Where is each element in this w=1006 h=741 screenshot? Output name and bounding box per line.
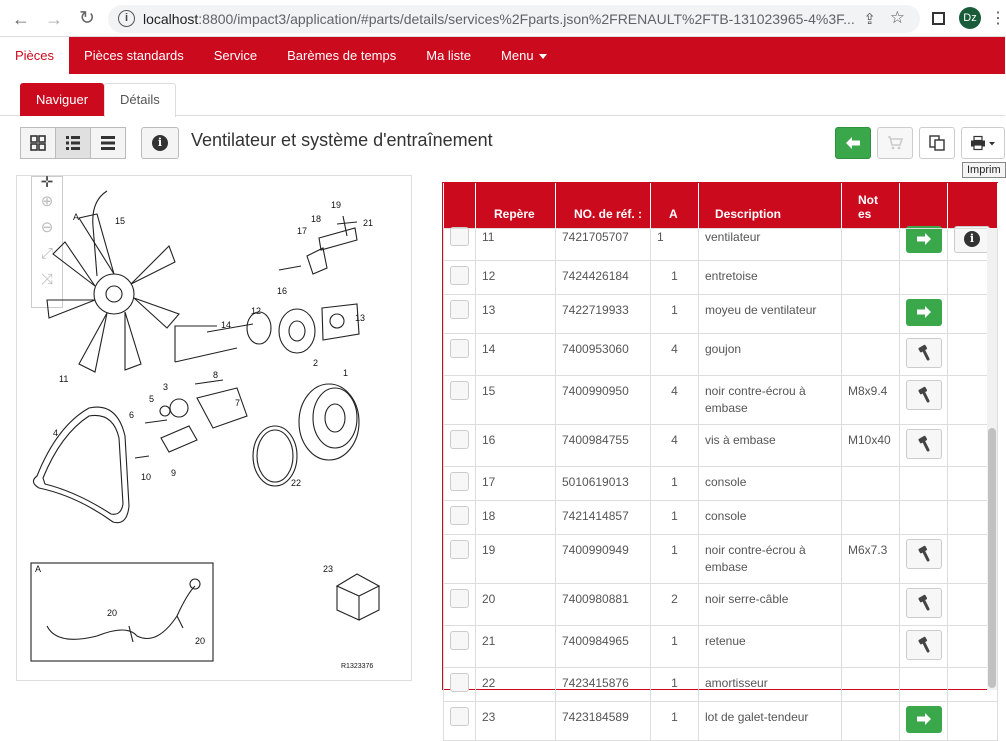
cell-qty: 1 — [651, 625, 699, 667]
table-row[interactable] — [444, 375, 998, 424]
cell-description: amortisseur — [699, 667, 842, 701]
row-checkbox[interactable] — [450, 266, 469, 285]
cell-select — [444, 294, 476, 333]
table-row[interactable] — [444, 228, 998, 260]
back-icon[interactable]: ← — [12, 9, 30, 29]
page-toolbar — [0, 116, 1005, 176]
diagram-label: 4 — [53, 428, 59, 438]
cell-ref: 7422719933 — [556, 294, 651, 333]
cell-action — [900, 500, 948, 534]
reset-icon[interactable]: ⤨ — [40, 271, 53, 288]
diagram-label: 20 — [195, 636, 206, 646]
site-info-icon[interactable]: i — [118, 10, 135, 27]
diagram-label: 19 — [331, 200, 342, 210]
cell-qty: 1 — [651, 228, 699, 260]
cell-repere: 15 — [476, 375, 556, 424]
cell-qty: 2 — [651, 583, 699, 625]
list-view-button[interactable] — [90, 127, 126, 159]
cell-action — [900, 333, 948, 375]
arrow-right-icon — [916, 305, 932, 319]
row-checkbox[interactable] — [450, 430, 469, 449]
cell-notes: M6x7.3 — [842, 534, 900, 583]
zoom-out-icon[interactable]: ⊖ — [40, 219, 54, 236]
screw-icon — [917, 436, 931, 452]
cell-ref: 7400984965 — [556, 625, 651, 667]
cell-notes — [842, 500, 900, 534]
cell-repere: 21 — [476, 625, 556, 667]
cell-select — [444, 375, 476, 424]
cell-repere: 17 — [476, 466, 556, 500]
table-row[interactable] — [444, 466, 998, 500]
row-checkbox[interactable] — [450, 300, 469, 319]
row-checkbox[interactable] — [450, 472, 469, 491]
diagram-label: 17 — [297, 226, 308, 236]
menu-item-service[interactable]: Service — [213, 48, 258, 63]
cell-notes — [842, 228, 900, 260]
row-checkbox[interactable] — [450, 673, 469, 692]
cell-description: console — [699, 466, 842, 500]
url-text[interactable]: localhost:8800/impact3/application/#parts/details/services%2Fparts.json%2FRENAULT%2FTB-131023965-4%3F... — [143, 11, 855, 27]
table-row[interactable] — [444, 260, 998, 294]
grid-view-button[interactable] — [20, 127, 56, 159]
cell-action — [900, 294, 948, 333]
go-to-part-button[interactable] — [906, 299, 942, 326]
cell-repere: 20 — [476, 583, 556, 625]
scrollbar-thumb[interactable] — [988, 428, 996, 688]
go-to-part-button[interactable] — [906, 226, 942, 253]
cell-description: noir serre-câble — [699, 583, 842, 625]
cell-ref: 7400984755 — [556, 424, 651, 466]
row-checkbox[interactable] — [450, 227, 469, 246]
table-row[interactable] — [444, 583, 998, 625]
standard-part-button[interactable] — [906, 429, 942, 459]
profile-avatar[interactable]: Dz — [959, 7, 981, 29]
bookmark-star-icon[interactable]: ☆ — [889, 8, 905, 27]
cell-action — [900, 466, 948, 500]
screw-icon — [917, 546, 931, 562]
diagram-label: 11 — [59, 374, 69, 384]
info-icon: i — [964, 231, 980, 247]
cell-ref: 7424426184 — [556, 260, 651, 294]
view-mode-group — [20, 127, 126, 159]
cell-notes: M10x40 — [842, 424, 900, 466]
cell-select — [444, 333, 476, 375]
cell-ref: 7400990950 — [556, 375, 651, 424]
row-checkbox[interactable] — [450, 540, 469, 559]
row-checkbox[interactable] — [450, 589, 469, 608]
header-repere[interactable]: Repère — [476, 183, 556, 228]
parts-table — [442, 182, 998, 724]
cell-select — [444, 466, 476, 500]
cell-ref: 7421705707 — [556, 228, 651, 260]
cell-description: ventilateur — [699, 228, 842, 260]
list-detail-icon — [65, 135, 81, 151]
row-checkbox[interactable] — [450, 506, 469, 525]
cell-select — [444, 667, 476, 701]
table-row[interactable] — [444, 500, 998, 534]
header-info — [948, 183, 998, 228]
arrow-right-icon — [916, 232, 932, 246]
header-a[interactable]: A — [651, 183, 699, 228]
cell-ref: 7423184589 — [556, 701, 651, 740]
row-checkbox[interactable] — [450, 631, 469, 650]
table-row[interactable] — [444, 667, 998, 701]
list-detail-view-button[interactable] — [55, 127, 91, 159]
reload-icon[interactable]: ↻ — [79, 8, 95, 29]
diagram-label: A — [73, 212, 80, 222]
cell-action — [900, 260, 948, 294]
diagram-label: 13 — [355, 313, 366, 323]
table-row[interactable] — [444, 534, 998, 583]
info-button[interactable] — [141, 127, 179, 159]
standard-part-button[interactable] — [906, 380, 942, 410]
view-tabs — [0, 74, 1005, 116]
cell-notes — [842, 466, 900, 500]
table-row[interactable] — [444, 333, 998, 375]
tab-details[interactable]: Détails — [104, 83, 176, 117]
page-title: Ventilateur et système d'entraînement — [191, 130, 493, 150]
header-action — [900, 183, 948, 228]
cell-notes — [842, 625, 900, 667]
diagram-label: 2 — [313, 358, 319, 368]
menu-item-pieces[interactable]: Pièces — [0, 37, 69, 74]
cell-ref: 5010619013 — [556, 466, 651, 500]
diagram-code: R1323376 — [341, 663, 374, 670]
print-icon — [970, 136, 996, 150]
fit-icon[interactable]: ⤢ — [40, 245, 53, 262]
cell-notes — [842, 294, 900, 333]
diagram-label: 15 — [115, 216, 126, 226]
cell-repere: 13 — [476, 294, 556, 333]
print-button[interactable] — [961, 127, 1005, 159]
cell-action — [900, 534, 948, 583]
cell-select — [444, 228, 476, 260]
screw-icon — [917, 345, 931, 361]
cell-description: moyeu de ventilateur — [699, 294, 842, 333]
screw-icon — [917, 387, 931, 403]
menu-item-menu[interactable] — [486, 37, 562, 74]
pan-icon[interactable]: ✛ — [40, 174, 54, 191]
cell-repere: 22 — [476, 667, 556, 701]
cell-repere: 11 — [476, 228, 556, 260]
cell-qty: 4 — [651, 424, 699, 466]
row-checkbox[interactable] — [450, 707, 469, 726]
cell-select — [444, 424, 476, 466]
caret-down-icon — [539, 54, 547, 59]
back-button[interactable] — [835, 127, 871, 159]
cell-action — [900, 228, 948, 260]
cell-notes — [842, 260, 900, 294]
arrow-right-icon — [916, 712, 932, 726]
cell-qty: 1 — [651, 667, 699, 701]
diagram-label: 12 — [251, 306, 262, 316]
standard-part-button[interactable] — [906, 630, 942, 660]
cell-notes — [842, 333, 900, 375]
cell-description: noir contre-écrou à embase — [699, 375, 842, 424]
copy-button[interactable] — [919, 127, 955, 159]
cell-ref: 7423415876 — [556, 667, 651, 701]
cell-select — [444, 701, 476, 740]
table-row[interactable] — [444, 625, 998, 667]
cell-ref: 7400990949 — [556, 534, 651, 583]
print-tooltip: Imprim — [962, 162, 1006, 178]
cell-action — [900, 625, 948, 667]
diagram-label: 5 — [149, 394, 155, 404]
cell-qty: 4 — [651, 375, 699, 424]
parts-drawing — [17, 176, 413, 682]
cell-action — [900, 375, 948, 424]
cell-ref: 7400980881 — [556, 583, 651, 625]
table-header-row — [444, 183, 998, 228]
menu-item-pieces-standards[interactable]: Pièces standards — [84, 48, 184, 63]
diagram-label: 21 — [363, 218, 374, 228]
go-to-part-button[interactable] — [906, 706, 942, 733]
header-select — [444, 183, 476, 228]
main-menu — [0, 37, 1005, 74]
standard-part-button[interactable] — [906, 338, 942, 368]
cell-select — [444, 534, 476, 583]
diagram-label: 10 — [141, 472, 152, 482]
cell-select — [444, 260, 476, 294]
diagram-label: 20 — [107, 608, 118, 618]
table-row[interactable] — [444, 424, 998, 466]
diagram-label: 3 — [163, 382, 169, 392]
grid-icon — [30, 135, 46, 151]
header-ref[interactable]: NO. de réf. : — [556, 183, 651, 228]
diagram-label: 1 — [343, 368, 349, 378]
cell-notes — [842, 667, 900, 701]
zoom-in-icon[interactable]: ⊕ — [40, 193, 54, 210]
table-row[interactable] — [444, 701, 998, 740]
cell-select — [444, 500, 476, 534]
screw-icon — [917, 595, 931, 611]
cell-action — [900, 583, 948, 625]
cell-qty: 1 — [651, 260, 699, 294]
tab-search-icon[interactable] — [932, 12, 945, 25]
cell-action — [900, 667, 948, 701]
menu-item-baremes[interactable]: Barèmes de temps — [287, 48, 397, 63]
forward-icon[interactable]: → — [45, 9, 63, 29]
cell-description: lot de galet-tendeur — [699, 701, 842, 740]
screw-icon — [917, 637, 931, 653]
diagram-label: 8 — [213, 370, 219, 380]
cell-repere: 23 — [476, 701, 556, 740]
table-body — [444, 228, 998, 740]
cell-repere: 19 — [476, 534, 556, 583]
exploded-diagram[interactable] — [16, 175, 412, 681]
table-row[interactable] — [444, 294, 998, 333]
standard-part-button[interactable] — [906, 588, 942, 618]
diagram-label: 16 — [277, 286, 288, 296]
diagram-label: A — [35, 564, 42, 574]
cell-notes — [842, 583, 900, 625]
cell-action — [900, 701, 948, 740]
diagram-label: 18 — [311, 214, 322, 224]
standard-part-button[interactable] — [906, 539, 942, 569]
copy-icon — [929, 135, 945, 151]
cell-qty: 1 — [651, 701, 699, 740]
cell-description: goujon — [699, 333, 842, 375]
menu-label: Menu — [501, 48, 534, 63]
tab-naviguer[interactable]: Naviguer — [20, 83, 104, 116]
cell-repere: 16 — [476, 424, 556, 466]
cell-description: noir contre-écrou à embase — [699, 534, 842, 583]
info-icon: i — [152, 135, 168, 151]
diagram-label: 9 — [171, 468, 177, 478]
cell-description: console — [699, 500, 842, 534]
cell-repere: 18 — [476, 500, 556, 534]
cell-info — [948, 701, 998, 740]
cell-notes — [842, 701, 900, 740]
diagram-label: 22 — [291, 478, 302, 488]
share-icon[interactable]: ⇪ — [863, 11, 876, 28]
list-icon — [100, 135, 116, 151]
diagram-label: 6 — [129, 410, 135, 420]
cell-repere: 12 — [476, 260, 556, 294]
diagram-label: 14 — [221, 320, 232, 330]
diagram-label: 7 — [235, 398, 241, 408]
cart-icon — [887, 136, 903, 150]
address-bar[interactable] — [108, 5, 920, 33]
cell-ref: 7400953060 — [556, 333, 651, 375]
cell-description: entretoise — [699, 260, 842, 294]
header-notes[interactable]: Not es — [842, 183, 900, 228]
cell-description: retenue — [699, 625, 842, 667]
part-info-button[interactable] — [954, 226, 990, 253]
header-description[interactable]: Description — [699, 183, 842, 228]
browser-toolbar — [0, 0, 1005, 37]
browser-menu-icon[interactable]: ⋮ — [990, 10, 1006, 27]
cell-qty: 1 — [651, 534, 699, 583]
cell-qty: 1 — [651, 466, 699, 500]
cell-action — [900, 424, 948, 466]
arrow-left-icon — [845, 136, 861, 150]
row-checkbox[interactable] — [450, 339, 469, 358]
cell-qty: 1 — [651, 500, 699, 534]
cell-repere: 14 — [476, 333, 556, 375]
cell-ref: 7421414857 — [556, 500, 651, 534]
table-scrollbar[interactable] — [987, 228, 997, 690]
cell-select — [444, 583, 476, 625]
cart-button[interactable] — [877, 127, 913, 159]
cell-select — [444, 625, 476, 667]
menu-item-ma-liste[interactable]: Ma liste — [426, 48, 472, 63]
cell-description: vis à embase — [699, 424, 842, 466]
cell-qty: 4 — [651, 333, 699, 375]
diagram-label: 23 — [323, 564, 334, 574]
cell-qty: 1 — [651, 294, 699, 333]
cell-notes: M8x9.4 — [842, 375, 900, 424]
row-checkbox[interactable] — [450, 381, 469, 400]
